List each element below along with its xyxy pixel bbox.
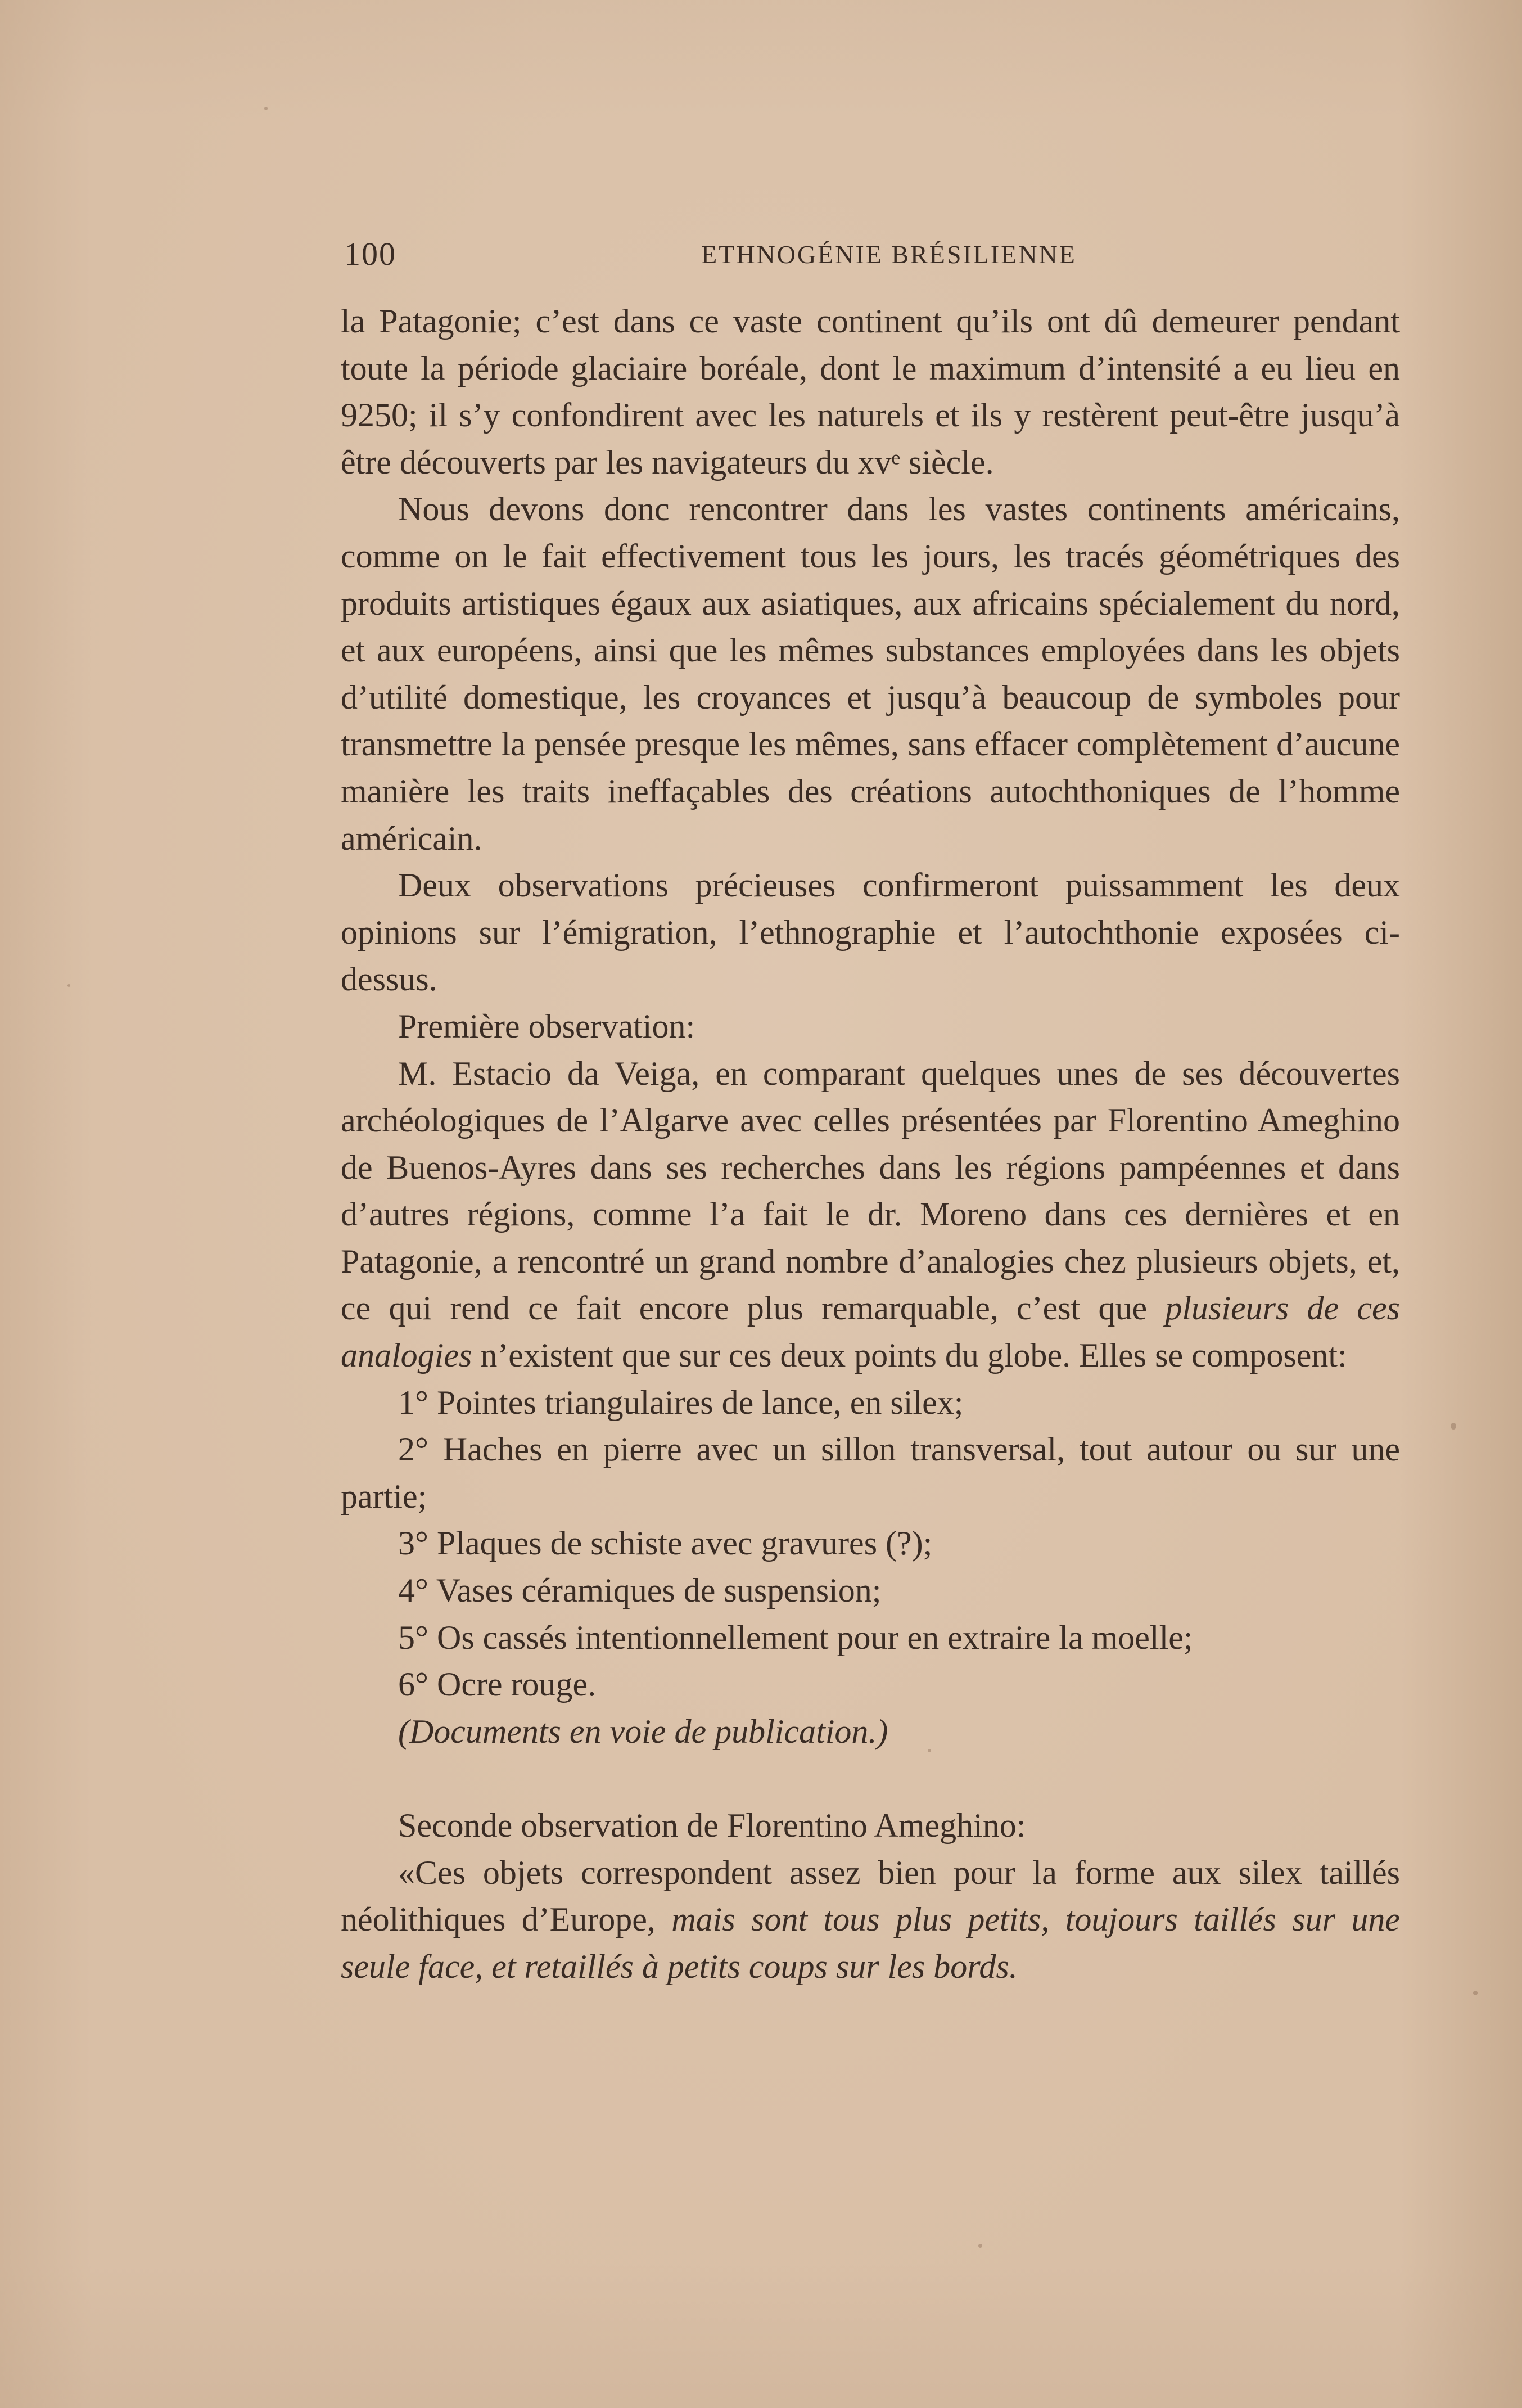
- paragraph-5-end: n’existent que sur ces deux points du globe. Elles se composent:: [480, 1337, 1347, 1374]
- paragraph-5: [341, 1050, 1400, 1379]
- paper-speck: [1451, 1423, 1456, 1430]
- documents-note-text: (Documents en voie de publication.): [398, 1712, 888, 1750]
- list-item-4: 4° Vases céramiques de suspension;: [398, 1572, 882, 1609]
- page-number: 100: [344, 236, 396, 272]
- paper-speck: [1473, 1991, 1478, 1995]
- list-item-5: 5° Os cassés intentionnellement pour en extraire la moelle;: [398, 1618, 1193, 1656]
- body-text: [341, 298, 1400, 1990]
- list-item-6: 6° Ocre rouge.: [398, 1666, 597, 1703]
- list-item-3: 3° Plaques de schiste avec gravures (?);: [398, 1525, 933, 1562]
- paragraph-1: la Patagonie; c’est dans ce vaste continent qu’ils ont dû demeurer pendant toute la période glaciaire boréale, dont le maximum d’intensité a eu lieu en 9250; il s’y confondirent avec les naturels et ils y restèrent peut-être jusqu’à être découverts par les navigateurs du xvᵉ siècle.: [341, 303, 1400, 481]
- paper-speck: [928, 1749, 931, 1752]
- paper-speck: [978, 2244, 982, 2248]
- documents-note: [341, 1708, 1400, 1756]
- paragraph-7: [341, 1850, 1400, 1991]
- first-observation-heading: Première observation:: [398, 1007, 695, 1045]
- paper-speck: [67, 984, 70, 987]
- paper-speck: [264, 107, 268, 110]
- paragraph-3: Deux observations précieuses confirmeront puissamment les deux opinions sur l’émigration, l’ethnographie et l’autochthonie exposées ci-dessus.: [341, 867, 1400, 998]
- second-observation-heading: Seconde observation de Florentino Ameghino:: [398, 1807, 1026, 1844]
- list-item-2: 2° Haches en pierre avec un sillon transversal, tout autour ou sur une partie;: [341, 1431, 1400, 1515]
- list-item-1: 1° Pointes triangulaires de lance, en silex;: [398, 1383, 964, 1421]
- paragraph-5-start: M. Estacio da Veiga, en comparant quelques unes de ses découvertes archéologiques de l’Algarve avec celles présentées par Florentino Ameghino de Buenos-Ayres dans ses recherches dans les régions pampéennes et dans d’autres régions, comme l’a fait le dr. Moreno dans ces dernières et en Patagonie, a rencontré un grand nombre d’analogies chez plusieurs objets, et, ce qui rend ce fait encore plus remarquable, c’est que: [341, 1054, 1400, 1327]
- paragraph-2: Nous devons donc rencontrer dans les vastes continents américains, comme on le fait effectivement tous les jours, les tracés géométriques des produits artistiques égaux aux asiatiques, aux africains spécialement du nord, et aux européens, ainsi que les mêmes substances employées dans les objets d’utilité domestique, les croyances et jusqu’à beaucoup de symboles pour transmettre la pensée presque les mêmes, sans effacer complètement d’aucune manière les traits ineffaçables des créations autochthoniques de l’homme américain.: [341, 490, 1400, 857]
- paragraph-7-start: «Ces objets correspondent assez bien pour la forme aux silex taillés néolithiques d’Europe,: [341, 1854, 1400, 1938]
- running-head: ETHNOGÉNIE BRÉSILIENNE: [701, 240, 1077, 269]
- paragraph-5-italic: plusieurs de ces analogies: [341, 1289, 1400, 1374]
- page-header: [344, 235, 1400, 280]
- paragraph-7-italic: mais sont tous plus petits, toujours taillés sur une seule face, et retaillés à petits coups sur les bords.: [341, 1901, 1400, 1985]
- blank-line: [341, 1755, 1400, 1802]
